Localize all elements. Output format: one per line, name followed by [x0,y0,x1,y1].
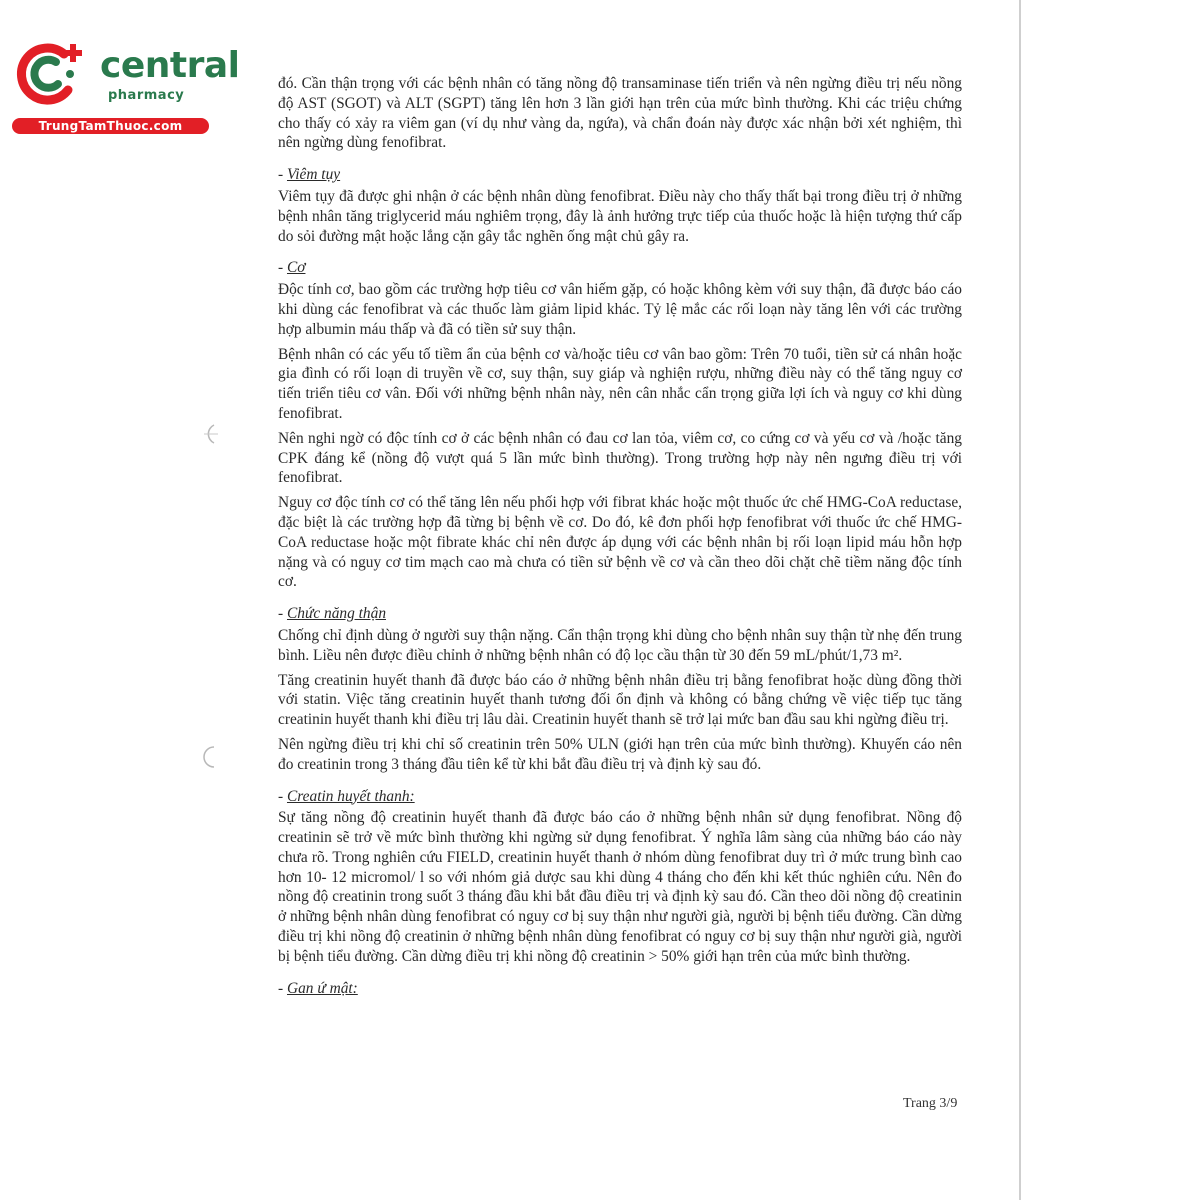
logo-url-banner: TrungTamThuoc.com [12,118,209,134]
heading-title: Cơ [286,259,306,277]
paragraph: Nguy cơ độc tính cơ có thể tăng lên nếu phối hợp với fibrat khác hoặc một thuốc ức chế HMG-CoA reductase, đặc biệt là các trường hợp đã từng bị bệnh về cơ. Do đó, kê đơn phối hợp fenofibrat với thuốc ức chế HMG-CoA reductase hoặc một fibrate khác chỉ nên được áp dụng với các bệnh nhân bị rối loạn lipid máu hỗn hợp nặng và có nguy cơ tim mạch cao mà chưa có tiền sử bệnh về cơ và cần theo dõi chặt chẽ tiềm năng độc tính cơ. [278,494,962,591]
paragraph: Sự tăng nồng độ creatinin huyết thanh đã được báo cáo ở những bệnh nhân sử dụng fenofibrat. Nồng độ creatinin sẽ trở về mức bình thường khi ngừng sử dụng fenofibrat. Ý nghĩa lâm sàng của những báo cáo này chưa rõ. Trong nghiên cứu FIELD, creatinin huyết thanh ở nhóm dùng fenofibrat duy trì ở mức trung bình cao hơn 10- 12 micromol/ l so với nhóm giả dược sau khi dùng 4 tháng cho đến khi kết thúc nghiên cứu. Nên đo nồng độ creatinin trong suốt 3 tháng đầu khi bắt đầu điều trị và định kỳ sau đó. Cần theo dõi nồng độ creatinin ở những bệnh nhân dùng fenofibrat có nguy cơ bị suy thận như người già, người bị bệnh tiểu đường. Cần dừng điều trị khi nồng độ creatinin ở những bệnh nhân dùng fenofibrat có nguy cơ bị suy thận như người già, người bị bệnh tiểu đường. Cần dừng điều trị khi nồng độ creatinin > 50% giới hạn trên của mức bình thường. [278,809,962,965]
heading-title: Chức năng thận [286,605,387,623]
heading-dash: - [278,166,287,184]
paragraph: Tăng creatinin huyết thanh đã được báo cáo ở những bệnh nhân điều trị bằng fenofibrat hoặc dùng đồng thời với statin. Việc tăng creatinin huyết thanh tương đối ổn định và không có bằng chứng về việc tiếp tục tăng creatinin huyết thanh khi điều trị lâu dài. Creatinin huyết thanh sẽ trở lại mức ban đầu sau khi ngừng điều trị. [278,671,962,729]
section-heading [278,604,962,624]
section-heading [278,165,962,185]
logo-mark-icon [12,38,92,110]
paragraph: Chống chỉ định dùng ở người suy thận nặng. Cẩn thận trọng khi dùng cho bệnh nhân suy thận từ nhẹ đến trung bình. Liều nên được điều chỉnh ở những bệnh nhân có độ lọc cầu thận từ 30 đến 59 mL/phút/1,73 m². [278,626,962,664]
section-heading [278,979,962,999]
page-number: Trang 3/9 [903,1096,958,1111]
heading-dash: - [278,979,287,997]
section-heading [278,258,962,278]
paragraph: Viêm tụy đã được ghi nhận ở các bệnh nhân dùng fenofibrat. Điều này cho thấy thất bại trong điều trị ở những bệnh nhân tăng triglycerid máu nghiêm trọng, đây là ảnh hưởng trực tiếp của thuốc hoặc là hiện tượng thứ cấp do sỏi đường mật hoặc lắng cặn gây tắc nghẽn ống mật chủ gây ra. [278,187,962,245]
page-edge-line [1019,0,1021,1200]
heading-dash: - [278,259,287,277]
paragraph: đó. Cần thận trọng với các bệnh nhân có tăng nồng độ transaminase tiến triển và nên ngừng điều trị nếu nồng độ AST (SGOT) và ALT (SGPT) tăng lên hơn 3 lần giới hạn trên của mức bình thường. Khi các triệu chứng cho thấy có xảy ra viêm gan (ví dụ như vàng da, ngứa), và chẩn đoán này được xác nhận bởi xét nghiệm, thì nên ngừng dùng fenofibrat. [278,75,962,152]
heading-title: Viêm tụy [286,166,341,184]
heading-title: Creatin huyết thanh: [286,787,415,805]
paragraph: Bệnh nhân có các yếu tố tiềm ẩn của bệnh cơ và/hoặc tiêu cơ vân bao gồm: Trên 70 tuổi, tiền sử cá nhân hoặc gia đình có rối loạn di truyền về cơ, suy thận, suy giáp và nghiện rượu, những điều này có thể tăng nguy cơ tiến triển tiêu cơ vân. Đối với những bệnh nhân này, nên cân nhắc cẩn trọng giữa lợi ích và nguy cơ khi dùng fenofibrat. [278,345,962,422]
heading-dash: - [278,787,287,805]
pharmacy-logo [12,38,240,138]
heading-dash: - [278,605,287,623]
paragraph: Độc tính cơ, bao gồm các trường hợp tiêu cơ vân hiếm gặp, có hoặc không kèm với suy thận, đã được báo cáo khi dùng các fenofibrat và các thuốc làm giảm lipid khác. Tỷ lệ mắc các rối loạn này tăng lên với các trường hợp albumin máu thấp và đã có tiền sử suy thận. [278,281,962,338]
document-body [278,74,962,1000]
paragraph: Nên ngừng điều trị khi chỉ số creatinin trên 50% ULN (giới hạn trên của mức bình thường). Khuyến cáo nên đo creatinin trong 3 tháng đầu tiên kể từ khi bắt đầu điều trị và định kỳ sau đó. [278,735,962,773]
punch-hole-icon [196,421,222,447]
paragraph: Nên nghi ngờ có độc tính cơ ở các bệnh nhân có đau cơ lan tỏa, viêm cơ, co cứng cơ và yếu cơ và /hoặc tăng CPK đáng kể (nồng độ vượt quá 5 lần mức bình thường). Trong trường hợp này nên ngưng điều trị với fenofibrat. [278,429,962,487]
punch-hole-icon [196,744,222,770]
section-heading [278,787,962,807]
logo-name: central [100,45,240,86]
heading-title: Gan ứ mật: [286,979,358,997]
logo-subtitle: pharmacy [108,88,185,103]
